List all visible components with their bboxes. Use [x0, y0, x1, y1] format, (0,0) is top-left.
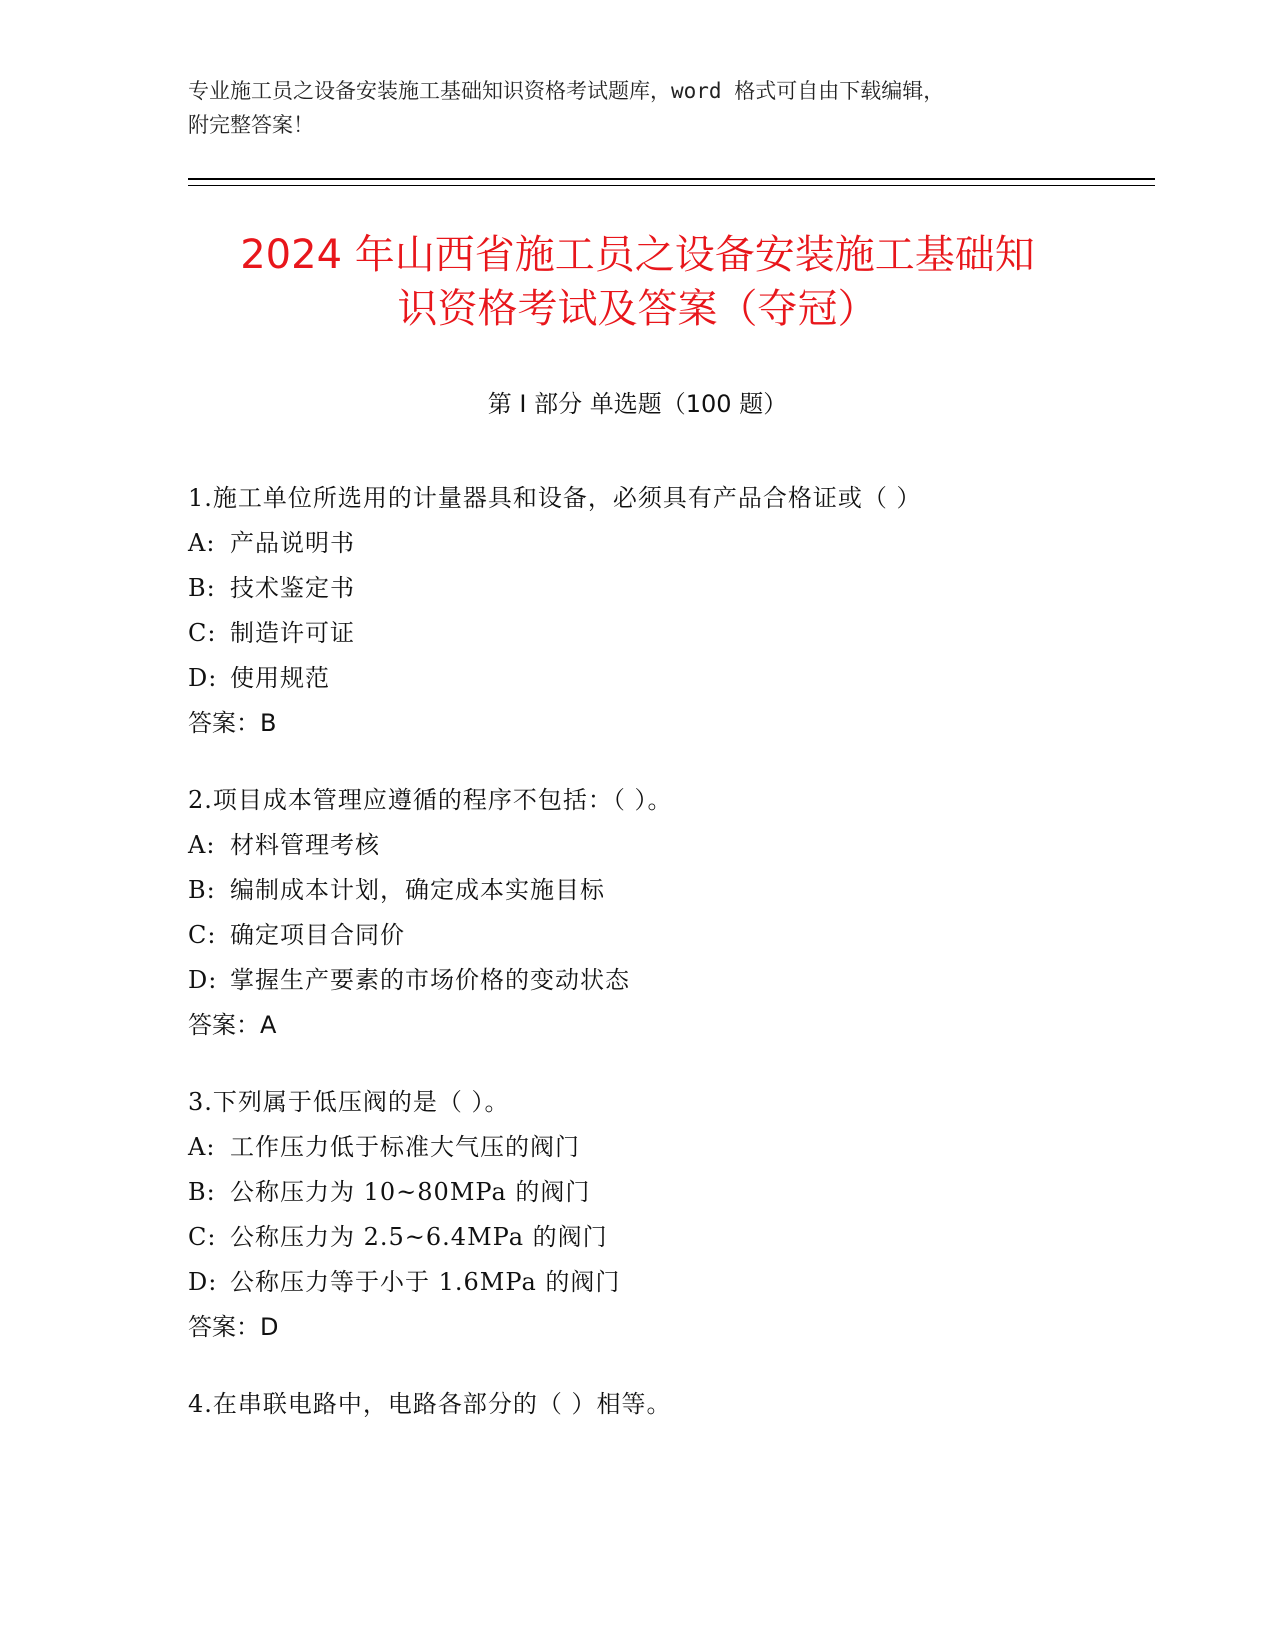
option-text: 公称压力为 10~80MPa 的阀门: [230, 1178, 591, 1206]
option-text: 工作压力低于标准大气压的阀门: [230, 1133, 580, 1161]
option-letter: A:: [188, 529, 216, 557]
question-2: [188, 778, 1148, 1048]
option-text: 掌握生产要素的市场价格的变动状态: [230, 966, 630, 994]
option-a: [188, 521, 1148, 566]
option-a: [188, 1125, 1148, 1170]
option-letter: B:: [188, 1178, 216, 1206]
header-divider-thin: [188, 185, 1155, 186]
option-d: [188, 656, 1148, 701]
option-letter: C:: [188, 619, 217, 647]
option-letter: D:: [188, 664, 218, 692]
question-stem: 2.项目成本管理应遵循的程序不包括：（ ）。: [188, 786, 673, 814]
question-3: [188, 1080, 1148, 1350]
header-note-line-1: 专业施工员之设备安装施工基础知识资格考试题库，word 格式可自由下载编辑，: [188, 79, 945, 103]
document-title: [170, 228, 1105, 336]
answer: 答案：A: [188, 1011, 277, 1039]
option-d: [188, 1260, 1148, 1305]
question-stem: 3.下列属于低压阀的是（ ）。: [188, 1088, 510, 1116]
option-c: [188, 611, 1148, 656]
option-letter: C:: [188, 921, 217, 949]
option-letter: D:: [188, 1268, 218, 1296]
header-note: [188, 74, 1088, 142]
option-text: 编制成本计划，确定成本实施目标: [230, 876, 605, 904]
option-b: [188, 868, 1148, 913]
option-c: [188, 913, 1148, 958]
option-c: [188, 1215, 1148, 1260]
question-stem: 1.施工单位所选用的计量器具和设备，必须具有产品合格证或（ ）: [188, 484, 922, 512]
option-letter: A:: [188, 1133, 216, 1161]
option-text: 产品说明书: [230, 529, 355, 557]
option-d: [188, 958, 1148, 1003]
option-letter: B:: [188, 876, 216, 904]
option-letter: D:: [188, 966, 218, 994]
option-letter: B:: [188, 574, 216, 602]
question-4: [188, 1382, 1148, 1427]
question-list: [188, 476, 1148, 1459]
option-text: 公称压力等于小于 1.6MPa 的阀门: [230, 1268, 621, 1296]
option-letter: A:: [188, 831, 216, 859]
option-text: 材料管理考核: [230, 831, 380, 859]
section-title: 第 I 部分 单选题（100 题）: [487, 390, 788, 418]
question-1: [188, 476, 1148, 746]
answer: 答案：D: [188, 1313, 279, 1341]
header-divider-thick: [188, 178, 1155, 180]
option-text: 公称压力为 2.5~6.4MPa 的阀门: [230, 1223, 608, 1251]
answer: 答案：B: [188, 709, 277, 737]
question-stem: 4.在串联电路中，电路各部分的（ ）相等。: [188, 1390, 672, 1418]
option-text: 使用规范: [230, 664, 330, 692]
option-text: 技术鉴定书: [230, 574, 355, 602]
header-note-line-2: 附完整答案！: [188, 113, 314, 137]
option-text: 制造许可证: [230, 619, 355, 647]
document-title-line-1: 2024 年山西省施工员之设备安装施工基础知: [240, 232, 1035, 278]
option-b: [188, 566, 1148, 611]
option-b: [188, 1170, 1148, 1215]
document-title-line-2: 识资格考试及答案（夺冠）: [397, 286, 878, 332]
option-a: [188, 823, 1148, 868]
option-text: 确定项目合同价: [230, 921, 405, 949]
option-letter: C:: [188, 1223, 217, 1251]
